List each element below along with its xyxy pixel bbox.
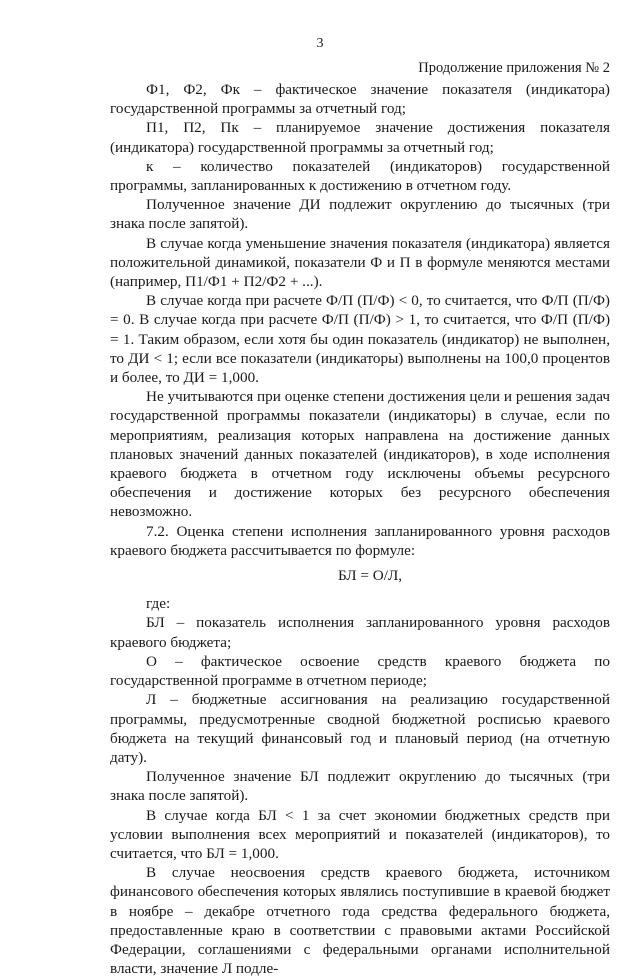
paragraph-exclusions: Не учитываются при оценке степени достижения цели и решения задач государственной программы показатели (индикаторы) в случае, если по мероприятиям, реализация которых направлена на достижение данных плановых значений данных показателей (индикаторов), в ходе исполнения краевого бюджета в отчетном году исключены объемы ресурсного обеспечения и достижение которых без ресурсного обеспечения невозможно. (110, 388, 610, 521)
page-number: 3 (316, 36, 324, 51)
paragraph-section-7-2: 7.2. Оценка степени исполнения запланированного уровня расходов краевого бюджета рассчитывается по формуле: (110, 522, 610, 559)
paragraph-bl-definition: БЛ – показатель исполнения запланированного уровня расходов краевого бюджета; (110, 614, 610, 651)
formula-bl: БЛ = О/Л, (337, 567, 403, 585)
where-label: где: (146, 595, 171, 613)
paragraph-di-rounding: Полученное значение ДИ подлежит округлению до тысячных (три знака после запятой). (110, 196, 610, 233)
paragraph-bl-rounding: Полученное значение БЛ подлежит округлению до тысячных (три знака после запятой). (110, 768, 610, 805)
paragraph-o-definition: О – фактическое освоение средств краевого бюджета по государственной программе в отчетном периоде; (110, 652, 610, 690)
paragraph-l-definition: Л – бюджетные ассигнования на реализацию государственной программы, предусмотренные сводной бюджетной росписью краевого бюджета на текущий финансовый год и плановый период (на отчетную дату). (110, 691, 610, 766)
paragraph-bl-economy: В случае когда БЛ < 1 за счет экономии бюджетных средств при условии выполнения всех мероприятий и показателей (индикаторов), то считается, что БЛ = 1,000. (110, 806, 610, 862)
paragraph-inverse-dynamics: В случае когда уменьшение значения показателя (индикатора) является положительной динамикой, показатели Ф и П в формуле меняются местами (например, П1/Ф1 + П2/Ф2 + ...). (110, 234, 610, 291)
appendix-continuation-label: Продолжение приложения № 2 (418, 60, 610, 76)
paragraph-ratio-bounds: В случае когда при расчете Ф/П (П/Ф) < 0, то считается, что Ф/П (П/Ф) = 0. В случае когда при расчете Ф/П (П/Ф) > 1, то считается, что Ф/П (П/Ф) = 1. Таким образом, если хотя бы один показатель (индикатор) не выполнен, то ДИ < 1; если все показатели (индикаторы) выполнены на 100,0 процентов и более, то ДИ = 1,000. (110, 292, 610, 387)
paragraph-federal-funds: В случае неосвоения средств краевого бюджета, источником финансового обеспечения которых являлись поступившие в краевой бюджет в ноябре – декабре отчетного года средства федерального бюджета, предоставленные краю в соответствии с правовыми актами Российской Федерации, соглашениями с федеральными органами исполнительной власти, значение Л подле- (110, 864, 610, 978)
paragraph-f-definition: Ф1, Ф2, Фк – фактическое значение показателя (индикатора) государственной программы за отчетный год; (110, 81, 610, 118)
paragraph-k-definition: к – количество показателей (индикаторов) государственной программы, запланированных к достижению в отчетном году. (110, 157, 610, 195)
paragraph-p-definition: П1, П2, Пк – планируемое значение достижения показателя (индикатора) государственной программы за отчетный год; (110, 119, 610, 156)
document-body (110, 80, 610, 978)
